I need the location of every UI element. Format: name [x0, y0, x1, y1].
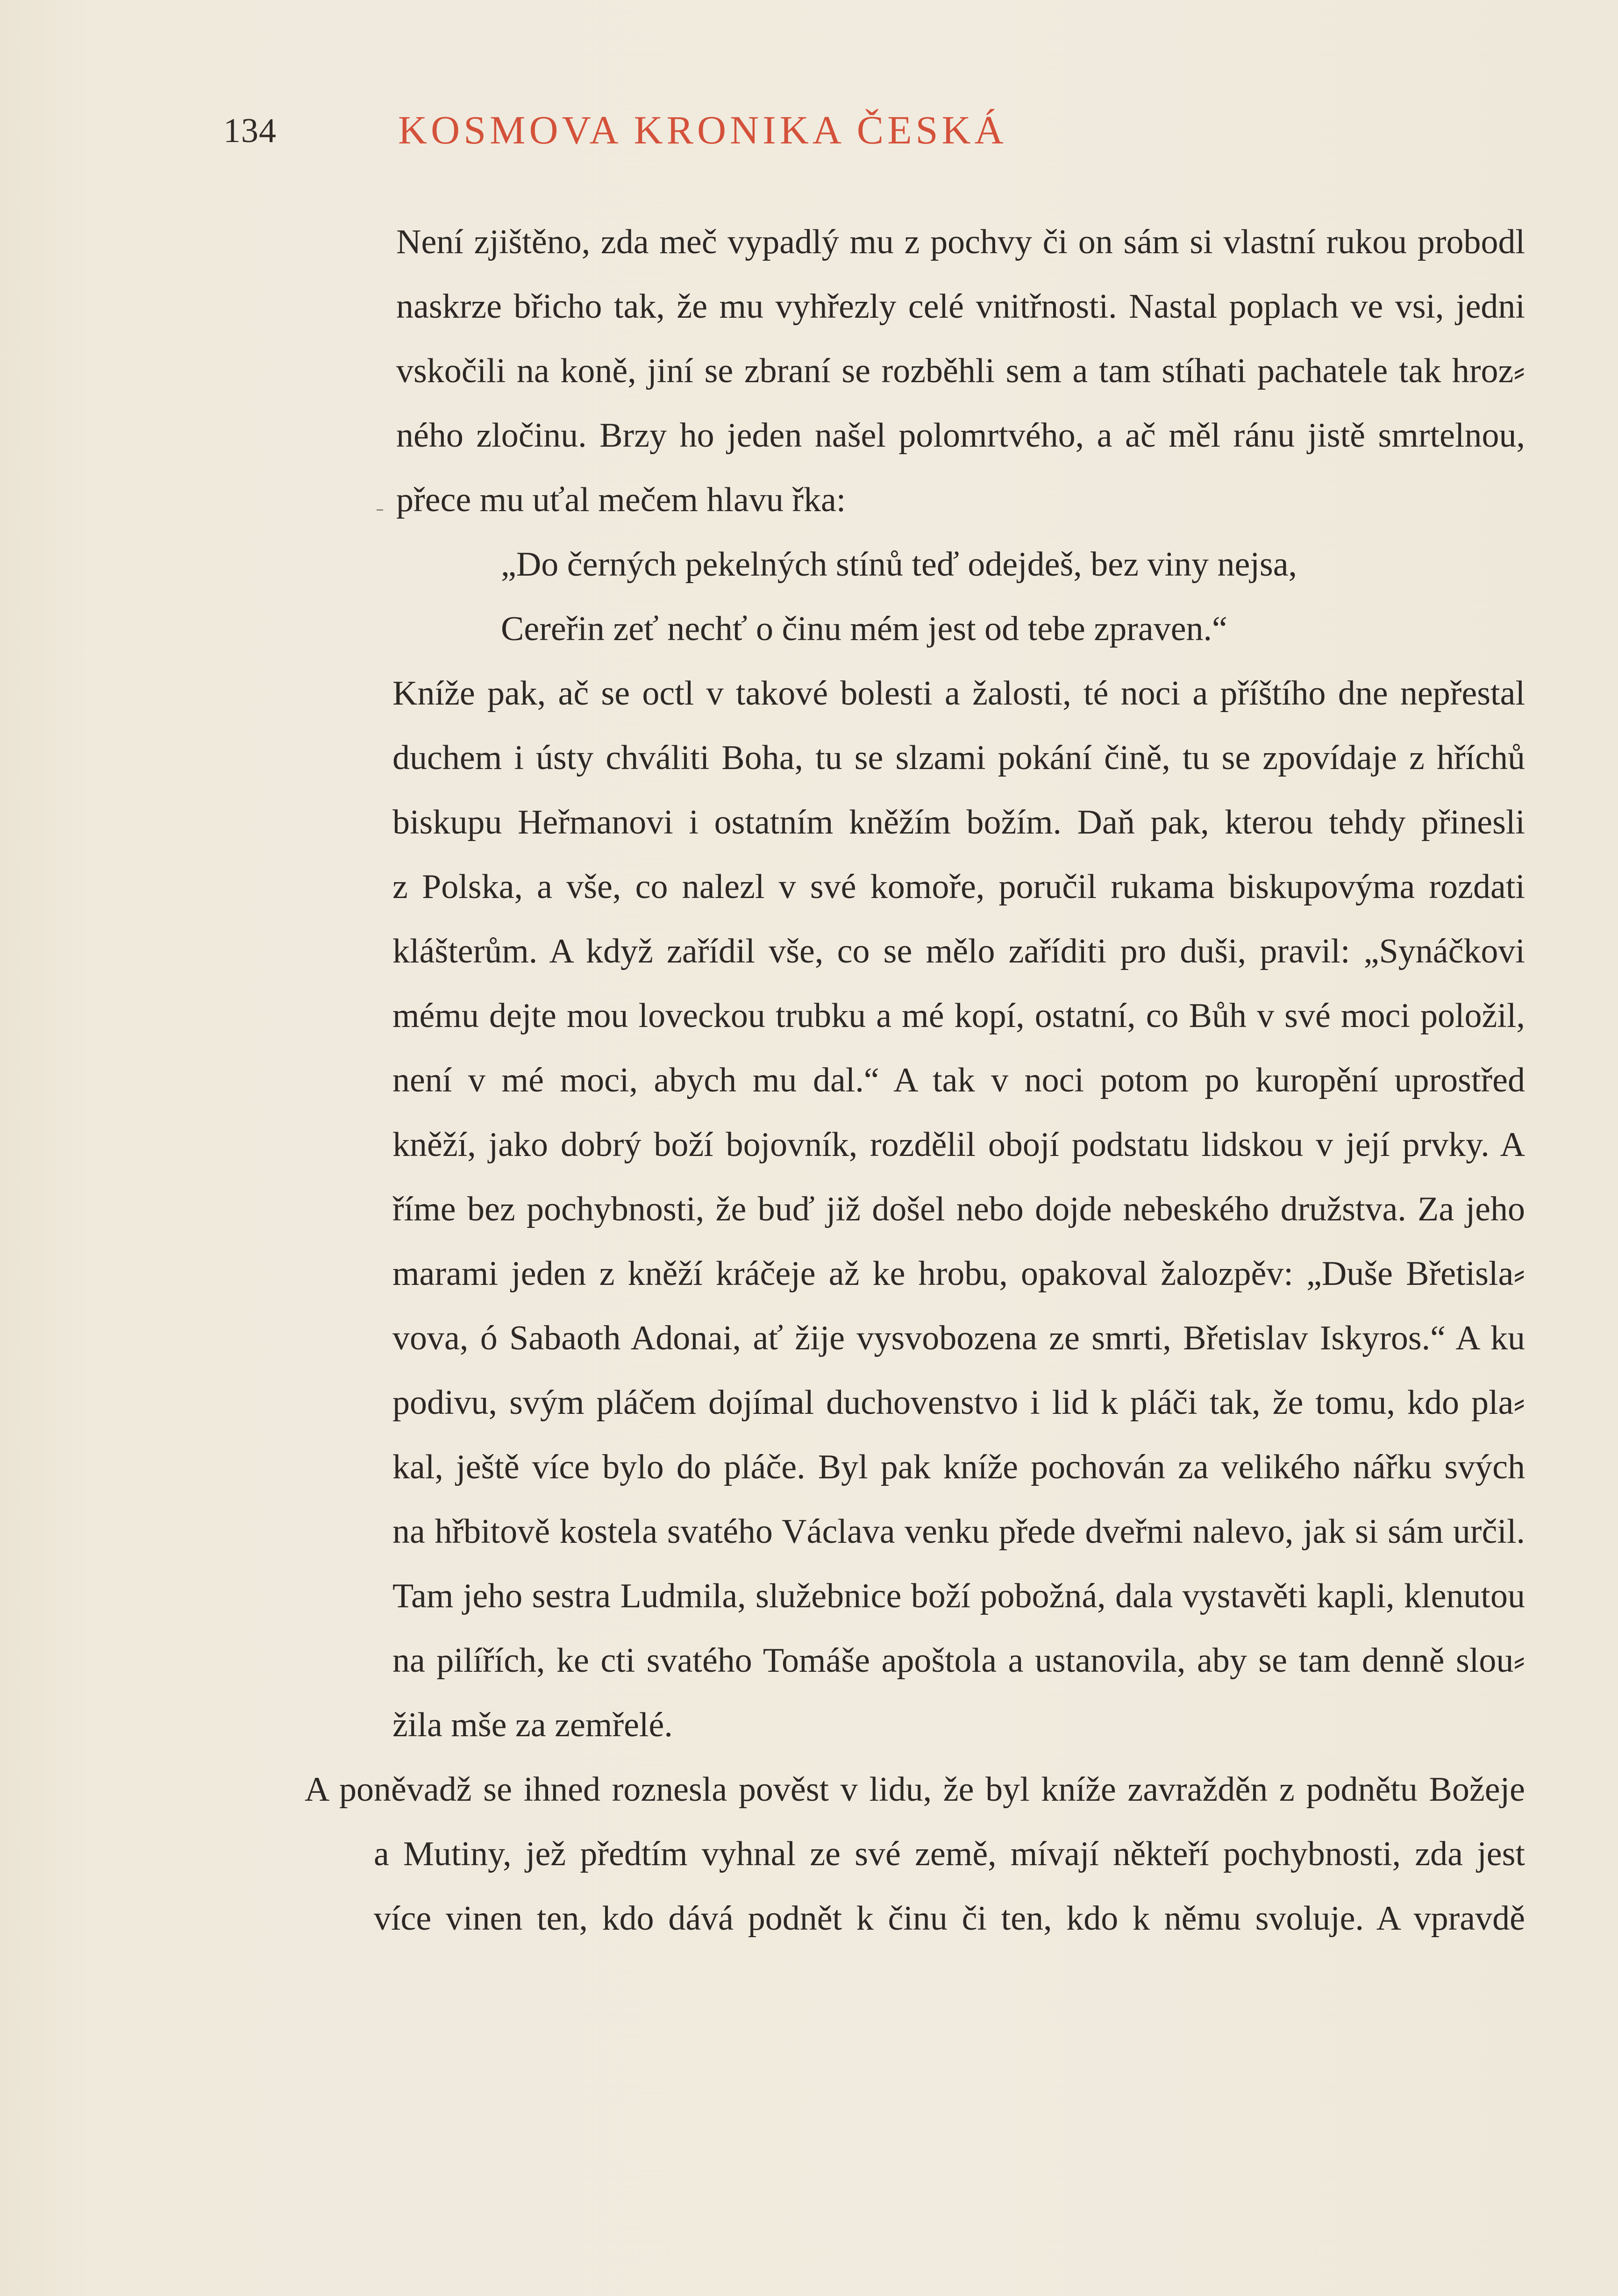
paragraph-2-line: Kníže pak, ač se octl v takové bolesti a žalosti, té noci a příštího dne nepřestal: [392, 674, 1525, 713]
paragraph-2-line: mému dejte mou loveckou trubku a mé kopí, ostatní, co Bůh v své moci položil,: [392, 997, 1525, 1035]
margin-mark: [377, 509, 383, 511]
paragraph-2-line: podivu, svým pláčem dojímal duchovenstvo i lid k pláči tak, že tomu, kdo pla⸗: [392, 1383, 1525, 1422]
paragraph-1-line: ného zločinu. Brzy ho jeden našel polomrtvého, a ač měl ránu jistě smrtelnou,: [396, 416, 1525, 455]
paragraph-2-line: na pilířích, ke cti svatého Tomáše apoštola a ustanovila, aby se tam denně slou⸗: [392, 1641, 1525, 1680]
paragraph-2-line: žila mše za zemřelé.: [392, 1706, 673, 1744]
verse-line: Cereřin zeť nechť o činu mém jest od tebe zpraven.“: [501, 610, 1227, 648]
page-number: 134: [223, 112, 277, 150]
paragraph-3-line: A poněvadž se ihned roznesla pověst v lidu, že byl kníže zavražděn z podnětu Božeje: [305, 1770, 1525, 1809]
paragraph-1-line: vskočili na koně, jiní se zbraní se rozběhli sem a tam stíhati pachatele tak hroz⸗: [396, 352, 1525, 390]
paragraph-2-line: Tam jeho sestra Ludmila, služebnice boží pobožná, dala vystavěti kapli, klenutou: [392, 1577, 1525, 1615]
paragraph-2-line: z Polska, a vše, co nalezl v své komoře, poručil rukama biskupovýma rozdati: [392, 868, 1525, 906]
paragraph-2-line: biskupu Heřmanovi i ostatním kněžím božím. Daň pak, kterou tehdy přinesli: [392, 803, 1525, 841]
paragraph-2-line: vova, ó Sabaoth Adonai, ať žije vysvobozena ze smrti, Břetislav Iskyros.“ A ku: [392, 1319, 1525, 1357]
verse-line: „Do černých pekelných stínů teď odejdeš, bez viny nejsa,: [501, 545, 1297, 584]
paragraph-2-line: říme bez pochybnosti, že buď již došel nebo dojde nebeského družstva. Za jeho: [392, 1190, 1525, 1228]
paragraph-2-line: klášterům. A když zařídil vše, co se mělo zaříditi pro duši, pravil: „Synáčkovi: [392, 932, 1525, 970]
paragraph-3-line: a Mutiny, jež předtím vyhnal ze své země, mívají někteří pochybnosti, zda jest: [374, 1835, 1525, 1873]
paragraph-3-line: více vinen ten, kdo dává podnět k činu či ten, kdo k němu svoluje. A vpravdě: [374, 1899, 1525, 1938]
paragraph-2-line: duchem i ústy chváliti Boha, tu se slzami pokání čině, tu se zpovídaje z hříchů: [392, 739, 1525, 777]
paragraph-1-line: přece mu uťal mečem hlavu řka:: [396, 481, 846, 519]
paragraph-1-line: naskrze břicho tak, že mu vyhřezly celé vnitřnosti. Nastal poplach ve vsi, jedni: [396, 287, 1525, 326]
paragraph-2-line: marami jeden z kněží kráčeje až ke hrobu, opakoval žalozpěv: „Duše Břetisla⸗: [392, 1255, 1525, 1293]
paragraph-2-line: kal, ještě více bylo do pláče. Byl pak kníže pochován za velikého nářku svých: [392, 1448, 1525, 1486]
running-head: [223, 107, 1532, 163]
paragraph-1-line: Není zjištěno, zda meč vypadlý mu z pochvy či on sám si vlastní rukou probodl: [396, 223, 1525, 261]
paragraph-2-line: kněží, jako dobrý boží bojovník, rozdělil obojí podstatu lidskou v její prvky. A: [392, 1126, 1525, 1164]
book-title: KOSMOVA KRONIKA ČESKÁ: [398, 107, 1007, 152]
paragraph-2-line: není v mé moci, abych mu dal.“ A tak v noci potom po kuropění uprostřed: [392, 1061, 1525, 1099]
paragraph-2-line: na hřbitově kostela svatého Václava venku přede dveřmi nalevo, jak si sám určil.: [392, 1512, 1525, 1551]
